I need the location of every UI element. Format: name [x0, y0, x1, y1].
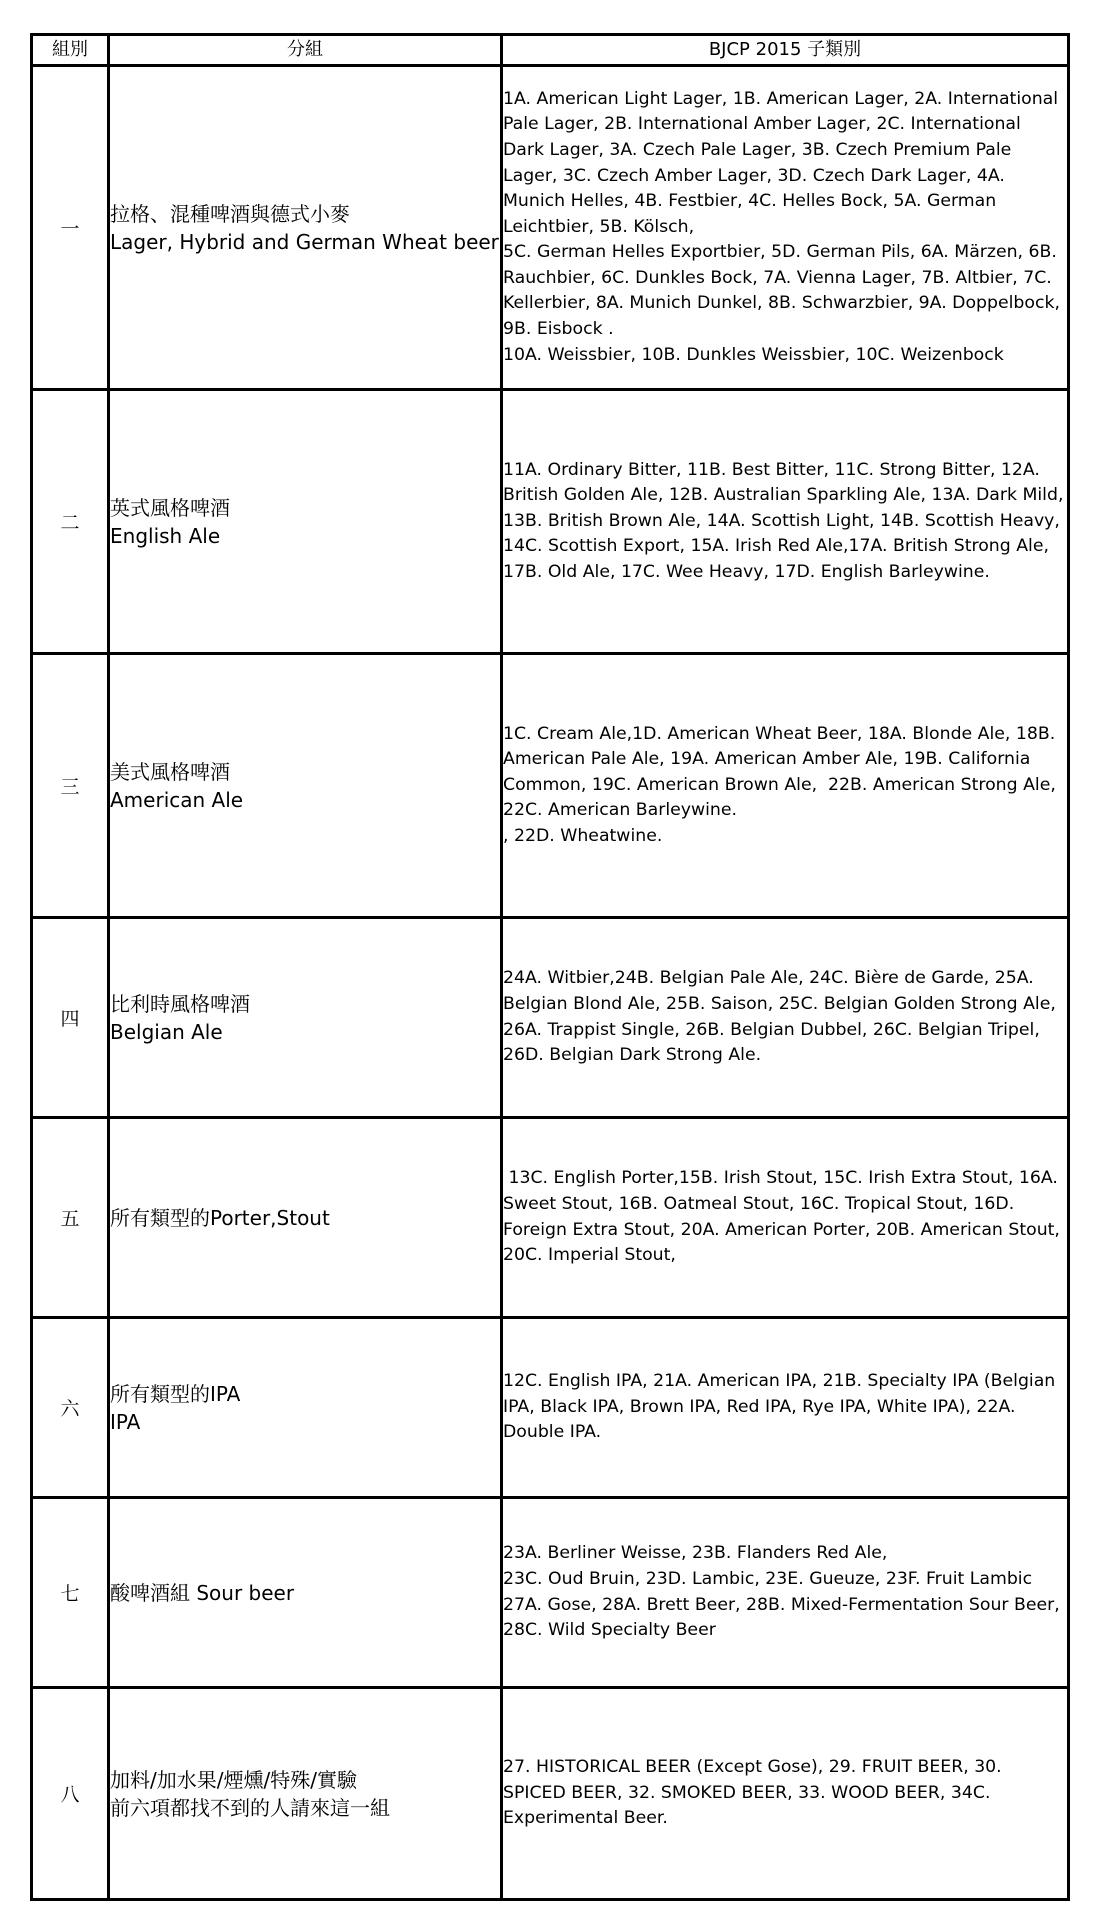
group-name-en: Lager, Hybrid and German Wheat beer	[110, 229, 499, 254]
group-number-cell: 三	[32, 654, 109, 918]
group-name-zh: 英式風格啤酒	[110, 495, 230, 520]
group-name-cell	[109, 654, 502, 918]
table-row	[32, 1498, 1069, 1688]
subcategory-text: 1C. Cream Ale,1D. American Wheat Beer, 18A. Blonde Ale, 18B. American Pale Ale, 19A. American Amber Ale, 19B. California Common, 19C. American Brown Ale, 22B. American Strong Ale, 22C. American Barleywine.	[503, 723, 1062, 821]
table-row	[32, 918, 1069, 1118]
group-name-cell	[109, 66, 502, 390]
subcategory-cell	[502, 1688, 1069, 1900]
group-name-cell	[109, 1688, 502, 1900]
group-name-en: IPA	[110, 1409, 141, 1434]
subcategory-text: 23C. Oud Bruin, 23D. Lambic, 23E. Gueuze, 23F. Fruit Lambic	[503, 1568, 1033, 1589]
group-name-zh: 美式風格啤酒	[110, 759, 230, 784]
table-row	[32, 654, 1069, 918]
group-name-zh: 加料/加水果/煙燻/特殊/實驗	[110, 1767, 357, 1792]
subcategory-cell	[502, 390, 1069, 654]
group-name-zh: 所有類型的Porter,Stout	[110, 1205, 330, 1230]
table-row	[32, 390, 1069, 654]
group-name-cell	[109, 1498, 502, 1688]
table-row	[32, 1118, 1069, 1318]
table-row	[32, 1688, 1069, 1900]
table-row	[32, 1318, 1069, 1498]
group-number-cell: 二	[32, 390, 109, 654]
table-row	[32, 66, 1069, 390]
group-name-en: Belgian Ale	[110, 1019, 223, 1044]
subcategory-text: 5C. German Helles Exportbier, 5D. German Pils, 6A. Märzen, 6B. Rauchbier, 6C. Dunkles Bock, 7A. Vienna Lager, 7B. Altbier, 7C. Kellerbier, 8A. Munich Dunkel, 8B. Schwarzbier, 9A. Doppelbock, 9B. Eisbock .	[503, 242, 1066, 340]
group-number-cell: 一	[32, 66, 109, 390]
subcategory-cell	[502, 66, 1069, 390]
subcategory-cell	[502, 654, 1069, 918]
group-name-cell	[109, 1318, 502, 1498]
subcategory-text: 1A. American Light Lager, 1B. American Lager, 2A. International Pale Lager, 2B. International Amber Lager, 2C. International Dark Lager, 3A. Czech Pale Lager, 3B. Czech Premium Pale Lager, 3C. Czech Amber Lager, 3D. Czech Dark Lager, 4A. Munich Helles, 4B. Festbier, 4C. Helles Bock, 5A. German Leichtbier, 5B. Kölsch,	[503, 88, 1064, 237]
group-name-cell	[109, 1118, 502, 1318]
beer-category-table	[30, 33, 1070, 1901]
subcategory-text: 13C. English Porter,15B. Irish Stout, 15C. Irish Extra Stout, 16A. Sweet Stout, 16B. Oatmeal Stout, 16C. Tropical Stout, 16D. Foreign Extra Stout, 20A. American Porter, 20B. American Stout, 20C. Imperial Stout,	[503, 1168, 1066, 1266]
group-number-cell: 六	[32, 1318, 109, 1498]
header-group-number: 組別	[32, 35, 109, 66]
subcategory-cell	[502, 1498, 1069, 1688]
subcategory-text: 27A. Gose, 28A. Brett Beer, 28B. Mixed-Fermentation Sour Beer,	[503, 1594, 1060, 1615]
group-name-cell	[109, 918, 502, 1118]
subcategory-text: 12C. English IPA, 21A. American IPA, 21B. Specialty IPA (Belgian IPA, Black IPA, Brown IPA, Red IPA, Rye IPA, White IPA), 22A. Double IPA.	[503, 1371, 1061, 1443]
group-name-en: English Ale	[110, 523, 221, 548]
group-name-cell	[109, 390, 502, 654]
subcategory-text: 11A. Ordinary Bitter, 11B. Best Bitter, 11C. Strong Bitter, 12A. British Golden Ale, 12B. Australian Sparkling Ale, 13A. Dark Mild, 13B. British Brown Ale, 14A. Scottish Light, 14B. Scottish Heavy, 14C. Scottish Export, 15A. Irish Red Ale,17A. British Strong Ale, 17B. Old Ale, 17C. Wee Heavy, 17D. English Barleywine.	[503, 459, 1069, 582]
subcategory-text: 27. HISTORICAL BEER (Except Gose), 29. FRUIT BEER, 30. SPICED BEER, 32. SMOKED BEER, 33. WOOD BEER, 34C. Experimental Beer.	[503, 1757, 1008, 1829]
subcategory-cell	[502, 918, 1069, 1118]
subcategory-cell	[502, 1118, 1069, 1318]
subcategory-text: 10A. Weissbier, 10B. Dunkles Weissbier, 10C. Weizenbock	[503, 344, 1004, 365]
subcategory-text: 23A. Berliner Weisse, 23B. Flanders Red Ale,	[503, 1543, 888, 1564]
group-name-zh: 所有類型的IPA	[110, 1381, 241, 1406]
group-number-cell: 八	[32, 1688, 109, 1900]
group-number-cell: 四	[32, 918, 109, 1118]
group-name-en: American Ale	[110, 787, 244, 812]
group-name-zh: 酸啤酒組 Sour beer	[110, 1580, 295, 1605]
subcategory-cell	[502, 1318, 1069, 1498]
subcategory-text: , 22D. Wheatwine.	[503, 825, 663, 846]
group-name-en: 前六項都找不到的人請來這一組	[110, 1795, 390, 1820]
group-name-zh: 比利時風格啤酒	[110, 991, 250, 1016]
header-subcategories: BJCP 2015 子類別	[502, 35, 1069, 66]
header-group: 分組	[109, 35, 502, 66]
subcategory-text: 24A. Witbier,24B. Belgian Pale Ale, 24C. Bière de Garde, 25A. Belgian Blond Ale, 25B. Saison, 25C. Belgian Golden Strong Ale, 26A. Trappist Single, 26B. Belgian Dubbel, 26C. Belgian Tripel, 26D. Belgian Dark Strong Ale.	[503, 968, 1062, 1066]
subcategory-text: 28C. Wild Specialty Beer	[503, 1620, 716, 1641]
group-number-cell: 七	[32, 1498, 109, 1688]
group-number-cell: 五	[32, 1118, 109, 1318]
table-header-row	[32, 35, 1069, 66]
group-name-zh: 拉格、混種啤酒與德式小麥	[110, 201, 350, 226]
